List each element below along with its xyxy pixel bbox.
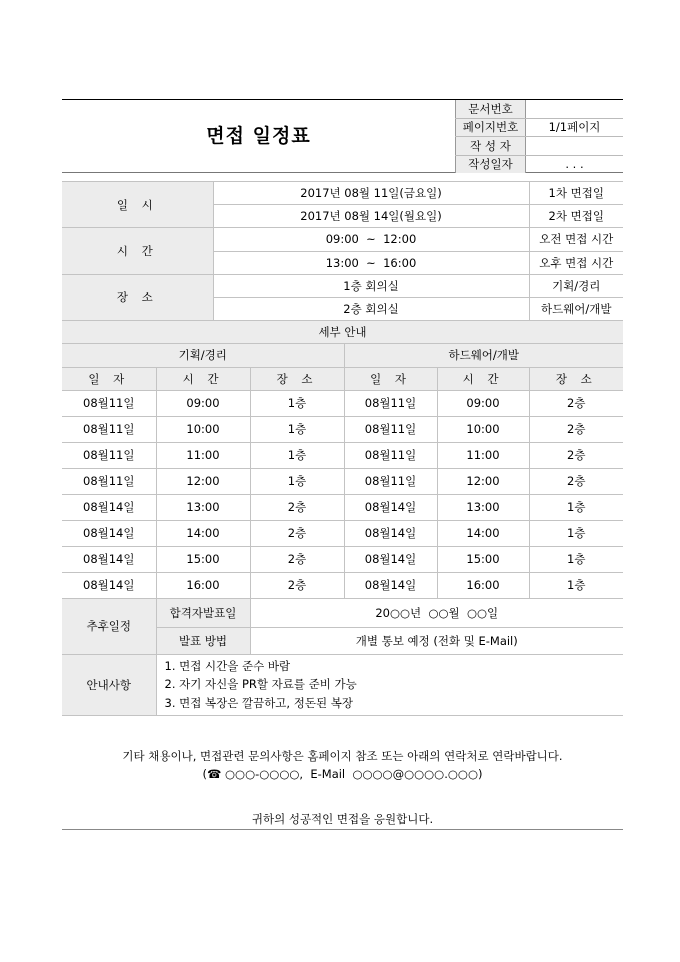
document-header	[62, 99, 623, 173]
date-label: 일 시	[62, 182, 213, 228]
meta-label: 작 성 자	[456, 137, 526, 156]
time-note: 오후 면접 시간	[529, 251, 623, 274]
cell-time: 12:00	[156, 468, 250, 494]
table-row	[62, 494, 623, 520]
cell-date: 08월11일	[62, 416, 156, 442]
time-value: 13:00 ~ 16:00	[213, 251, 529, 274]
cell-date: 08월11일	[344, 416, 437, 442]
cell-time: 15:00	[156, 546, 250, 572]
cell-time: 13:00	[156, 494, 250, 520]
place-value: 2층 회의실	[213, 297, 529, 320]
cell-date: 08월11일	[62, 442, 156, 468]
meta-value	[526, 100, 624, 118]
notice-item: 3. 면접 복장은 깔끔하고, 정돈된 복장	[164, 695, 353, 710]
interview-schedule-table	[62, 181, 623, 716]
notice-item: 1. 면접 시간을 준수 바람	[164, 658, 291, 673]
date-note: 2차 면접일	[529, 205, 623, 228]
cell-date: 08월14일	[344, 494, 437, 520]
place-value: 1층 회의실	[213, 274, 529, 297]
meta-value	[526, 137, 624, 156]
cell-time: 13:00	[437, 494, 529, 520]
cell-date: 08월14일	[62, 520, 156, 546]
cell-time: 10:00	[156, 416, 250, 442]
cell-place: 1층	[529, 520, 623, 546]
column-header: 일 자	[62, 367, 156, 390]
table-row	[62, 572, 623, 598]
cell-date: 08월11일	[344, 468, 437, 494]
details-title: 세부 안내	[62, 321, 623, 344]
table-row	[62, 390, 623, 416]
cell-place: 2층	[250, 520, 344, 546]
cell-time: 16:00	[156, 572, 250, 598]
cell-date: 08월14일	[62, 494, 156, 520]
cell-place: 1층	[529, 494, 623, 520]
column-header: 장 소	[529, 367, 623, 390]
meta-value: . . .	[565, 157, 584, 172]
cell-time: 14:00	[156, 520, 250, 546]
column-header: 시 간	[437, 367, 529, 390]
table-row	[62, 520, 623, 546]
table-row	[62, 546, 623, 572]
time-value: 09:00 ~ 12:00	[213, 228, 529, 251]
cell-place: 1층	[250, 416, 344, 442]
followup-label: 추후일정	[62, 598, 156, 654]
time-note: 오전 면접 시간	[529, 228, 623, 251]
cell-place: 2층	[250, 494, 344, 520]
cell-date: 08월14일	[344, 572, 437, 598]
cell-date: 08월14일	[344, 520, 437, 546]
closing-message: 귀하의 성공적인 면접을 응원합니다.	[251, 812, 434, 826]
cell-place: 2층	[529, 468, 623, 494]
group-header: 기획/경리	[62, 344, 344, 367]
cell-place: 1층	[250, 390, 344, 416]
cell-time: 11:00	[437, 442, 529, 468]
cell-date: 08월14일	[62, 572, 156, 598]
cell-time: 14:00	[437, 520, 529, 546]
cell-date: 08월14일	[62, 546, 156, 572]
cell-time: 11:00	[156, 442, 250, 468]
cell-time: 09:00	[156, 390, 250, 416]
cell-time: 10:00	[437, 416, 529, 442]
cell-place: 2층	[529, 416, 623, 442]
page-title: 면접 일정표	[206, 125, 311, 147]
notice-item: 2. 자기 자신을 PR할 자료를 준비 가능	[164, 677, 357, 692]
notice-label: 안내사항	[62, 654, 156, 715]
contact-line: 기타 채용이나, 면접관련 문의사항은 홈페이지 참조 또는 아래의 연락처로 연락바랍니다.	[122, 749, 563, 763]
cell-place: 2층	[250, 572, 344, 598]
cell-place: 1층	[529, 546, 623, 572]
cell-time: 15:00	[437, 546, 529, 572]
place-note: 하드웨어/개발	[529, 297, 623, 320]
footer-divider	[62, 829, 623, 830]
place-note: 기획/경리	[529, 274, 623, 297]
cell-place: 2층	[250, 546, 344, 572]
cell-time: 12:00	[437, 468, 529, 494]
cell-place: 2층	[529, 390, 623, 416]
cell-date: 08월11일	[344, 390, 437, 416]
column-header: 장 소	[250, 367, 344, 390]
table-row	[62, 442, 623, 468]
followup-item-label: 합격자발표일	[156, 598, 250, 627]
cell-place: 1층	[529, 572, 623, 598]
cell-date: 08월14일	[344, 546, 437, 572]
date-value: 2017년 08월 11일(금요일)	[213, 182, 529, 205]
document-meta-table	[455, 100, 623, 173]
followup-item-label: 발표 방법	[156, 627, 250, 654]
table-row	[62, 468, 623, 494]
announce-date: 20○○년 ○○월 ○○일	[250, 598, 623, 627]
meta-label: 페이지번호	[456, 118, 526, 137]
date-note: 1차 면접일	[529, 182, 623, 205]
cell-place: 1층	[250, 468, 344, 494]
contact-detail: (☎ ○○○-○○○○, E-Mail ○○○○@○○○○.○○○)	[202, 767, 483, 781]
cell-time: 16:00	[437, 572, 529, 598]
cell-time: 09:00	[437, 390, 529, 416]
time-label: 시 간	[62, 228, 213, 274]
notice-list	[156, 654, 623, 715]
group-header: 하드웨어/개발	[344, 344, 623, 367]
table-row	[62, 416, 623, 442]
meta-label: 작성일자	[456, 155, 526, 173]
cell-date: 08월11일	[344, 442, 437, 468]
cell-place: 2층	[529, 442, 623, 468]
cell-place: 1층	[250, 442, 344, 468]
column-header: 시 간	[156, 367, 250, 390]
column-header: 일 자	[344, 367, 437, 390]
announce-method: 개별 통보 예정 (전화 및 E-Mail)	[250, 627, 623, 654]
cell-date: 08월11일	[62, 468, 156, 494]
place-label: 장 소	[62, 274, 213, 320]
meta-label: 문서번호	[456, 100, 526, 118]
cell-date: 08월11일	[62, 390, 156, 416]
date-value: 2017년 08월 14일(월요일)	[213, 205, 529, 228]
meta-value: 1/1페이지	[526, 118, 624, 137]
